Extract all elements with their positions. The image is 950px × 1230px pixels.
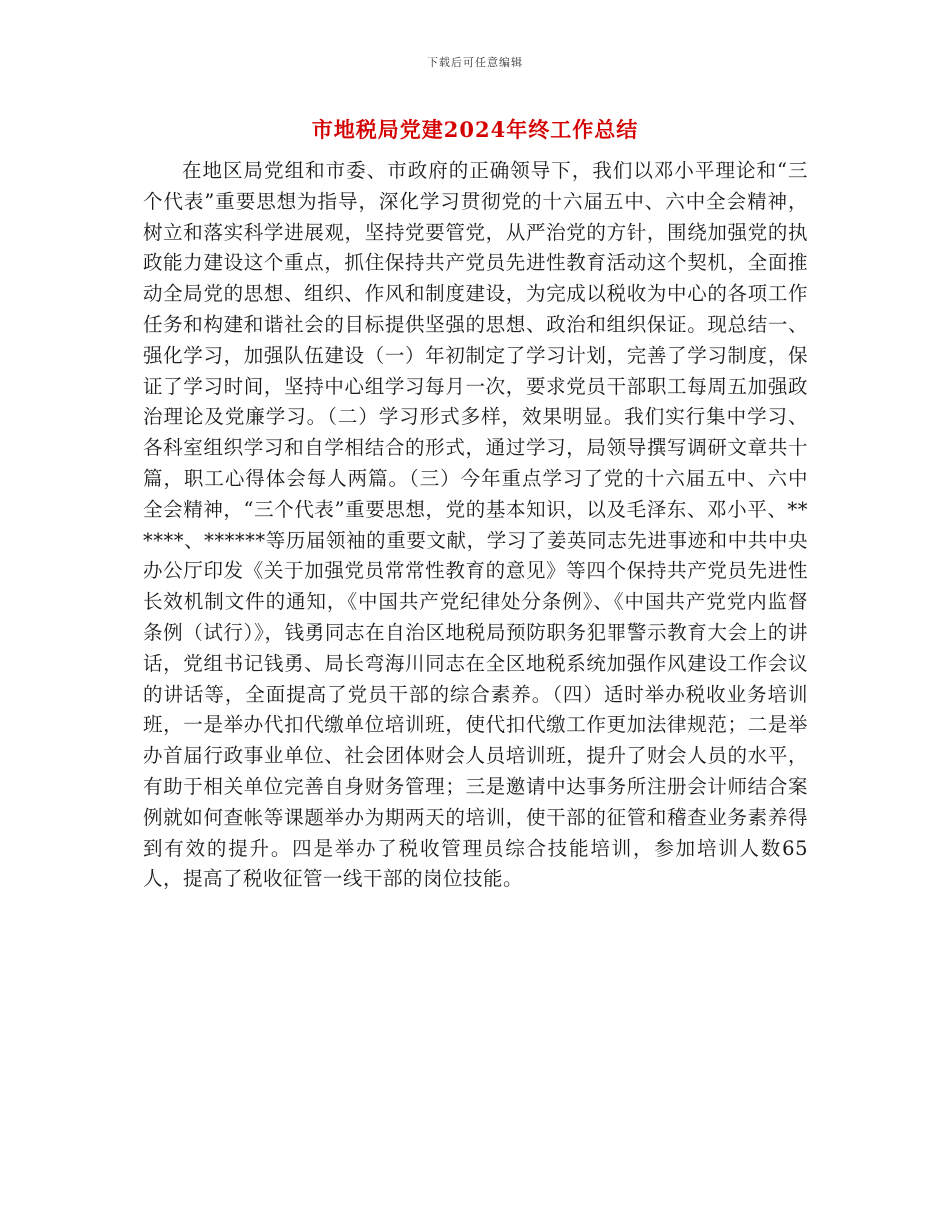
- document-body-paragraph: 在地区局党组和市委、市政府的正确领导下，我们以邓小平理论和“三个代表”重要思想为指导，深化学习贯彻党的十六届五中、六中全会精神，树立和落实科学进展观，坚持党要管党，从严治党的方针，围绕加强党的执政能力建设这个重点，抓住保持共产党员先进性教育活动这个契机，全面推动全局党的思想、组织、作风和制度建设，为完成以税收为中心的各项工作任务和构建和谐社会的目标提供坚强的思想、政治和组织保证。现总结一、强化学习，加强队伍建设（一）年初制定了学习计划，完善了学习制度，保证了学习时间，坚持中心组学习每月一次，要求党员干部职工每周五加强政治理论及党廉学习。（二）学习形式多样，效果明显。我们实行集中学习、各科室组织学习和自学相结合的形式，通过学习，局领导撰写调研文章共十篇，职工心得体会每人两篇。（三）今年重点学习了党的十六届五中、六中全会精神，“三个代表”重要思想，党的基本知识，以及毛泽东、邓小平、******、******等历届领袖的重要文献，学习了姜英同志先进事迹和中共中央办公厅印发《关于加强党员常常性教育的意见》等四个保持共产党员先进性长效机制文件的通知，《中国共产党纪律处分条例》、《中国共产党党内监督条例（试行）》，钱勇同志在自治区地税局预防职务犯罪警示教育大会上的讲话，党组书记钱勇、局长弯海川同志在全区地税系统加强作风建设工作会议的讲话等，全面提高了党员干部的综合素养。（四）适时举办税收业务培训班，一是举办代扣代缴单位培训班，使代扣代缴工作更加法律规范；二是举办首届行政事业单位、社会团体财会人员培训班，提升了财会人员的水平，有助于相关单位完善自身财务管理；三是邀请中达事务所注册会计师结合案例就如何查帐等课题举办为期两天的培训，使干部的征管和稽查业务素养得到有效的提升。四是举办了税收管理员综合技能培训，参加培训人数65人，提高了税收征管一线干部的岗位技能。: [143, 159, 808, 891]
- page-header-note: 下载后可任意编辑: [427, 56, 523, 69]
- document-title: 市地税局党建2024年终工作总结: [311, 117, 639, 142]
